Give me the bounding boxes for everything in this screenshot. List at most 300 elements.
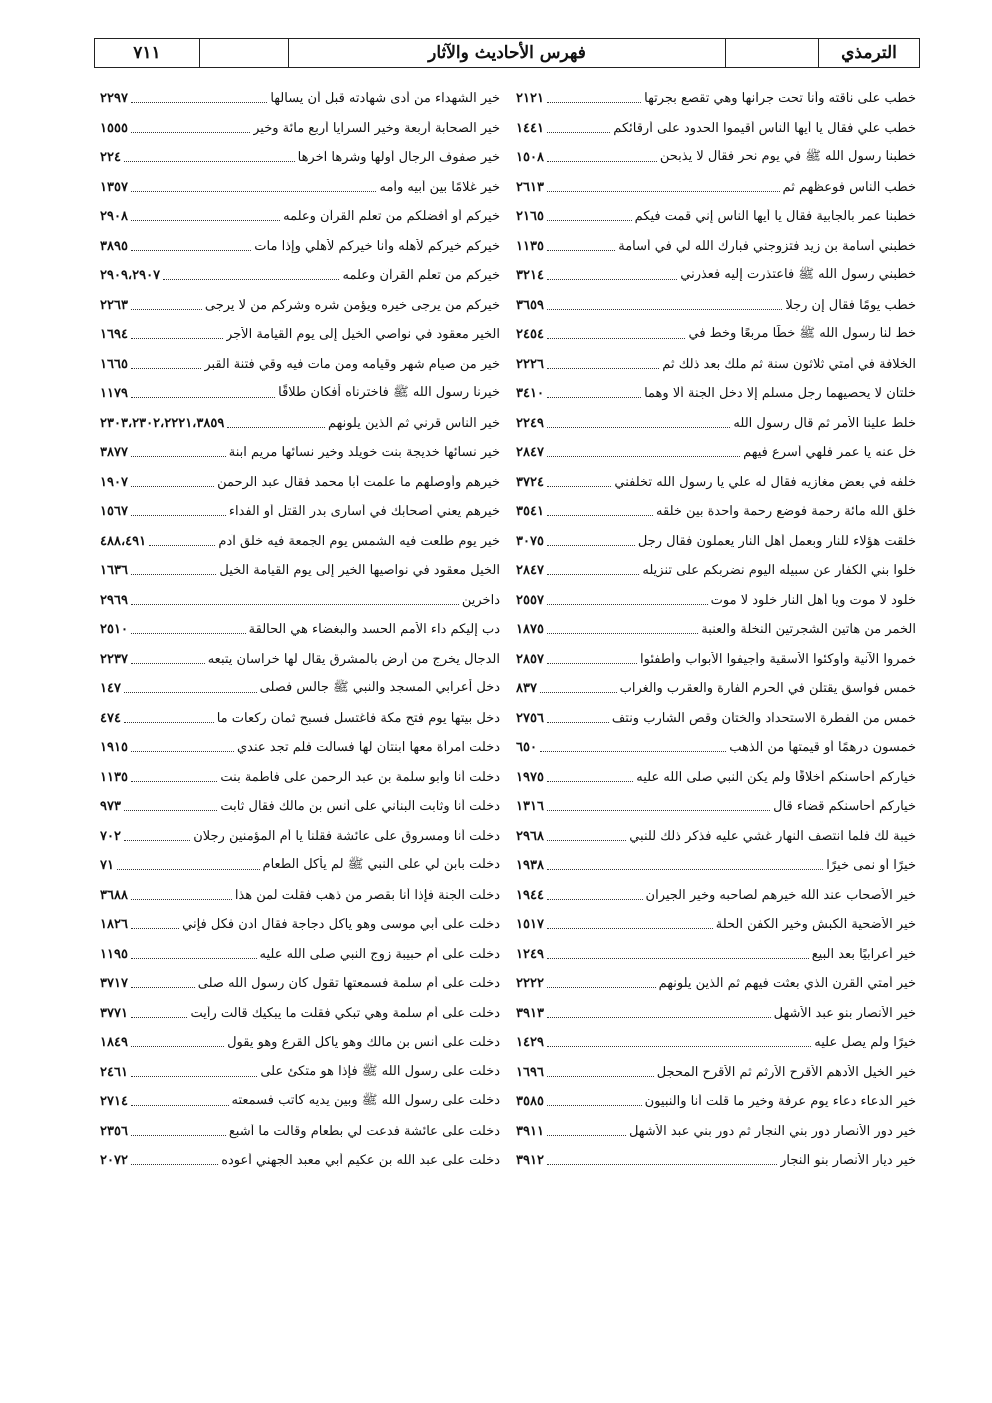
hadith-number: ٢٦١٣ <box>516 179 544 195</box>
index-entry <box>516 940 916 970</box>
leader-dots <box>131 743 234 752</box>
hadith-number: ٢٤٥٤ <box>516 327 544 343</box>
index-entry <box>516 556 916 586</box>
hadith-incipit: دخلت على أم حبيبة زوج النبي صلى الله عليه <box>259 946 500 962</box>
leader-dots <box>540 684 617 693</box>
index-entry <box>100 1117 500 1147</box>
hadith-incipit: خلتان لا يحصيهما رجل مسلم إلا دخل الجنة ألا وهما <box>644 386 916 402</box>
hadith-incipit: خل عنه يا عمر فلهي أسرع فيهم <box>743 445 916 461</box>
hadith-number: ٢٢٤ <box>100 150 121 166</box>
hadith-incipit: خيرهم وأوصلهم ما علمت أبا محمد فقال عبد الرحمن <box>217 474 500 490</box>
leader-dots <box>547 1068 654 1077</box>
leader-dots <box>547 802 770 811</box>
index-entry <box>100 615 500 645</box>
leader-dots <box>131 566 216 575</box>
hadith-number: ٢٧١٤ <box>100 1094 128 1110</box>
hadith-number: ١٨٢٦ <box>100 917 128 933</box>
index-entry <box>100 1058 500 1088</box>
hadith-number: ٣٧٧١ <box>100 1005 128 1021</box>
hadith-incipit: دخلت بابن لي على النبي ﷺ لم يأكل الطعام <box>262 857 500 873</box>
hadith-incipit: دخلت امرأة معها ابنتان لها فسألت فلم تجد عندي <box>237 740 500 756</box>
hadith-incipit: خطبنا عمر بالجابية فقال يا أيها الناس إني قمت فيكم <box>634 209 916 225</box>
index-entry <box>100 910 500 940</box>
index-columns <box>100 84 916 1264</box>
hadith-incipit: خير دور الأنصار دور بني النجار ثم دور بني عبد الأشهل <box>628 1123 916 1139</box>
index-entry <box>100 409 500 439</box>
index-entry <box>100 114 500 144</box>
leader-dots <box>547 1038 811 1047</box>
hadith-incipit: الخيل معقود في نواصيها الخير إلى يوم القيامة الخيل <box>219 563 500 579</box>
index-entry <box>100 1087 500 1117</box>
index-entry <box>516 320 916 350</box>
hadith-number: ٨٣٧ <box>516 681 537 697</box>
leader-dots <box>547 448 740 457</box>
index-entry <box>100 822 500 852</box>
index-entry <box>100 999 500 1029</box>
leader-dots <box>547 1009 771 1018</box>
hadith-number: ١٩٠٧ <box>100 474 128 490</box>
hadith-incipit: خطبني أسامة بن زيد فتزوجني فبارك الله لي في أسامة <box>618 238 916 254</box>
hadith-incipit: خير الأصحاب عند الله خيرهم لصاحبه وخير الجيران <box>645 887 916 903</box>
leader-dots <box>131 1097 229 1106</box>
hadith-incipit: الخمر من هاتين الشجرتين النخلة والعنبة <box>701 622 916 638</box>
index-entry <box>100 291 500 321</box>
index-entry <box>516 84 916 114</box>
leader-dots <box>547 330 686 339</box>
index-entry <box>516 674 916 704</box>
hadith-number: ٣٩١١ <box>516 1123 544 1139</box>
index-title: فهرس الأحاديث والآثار <box>288 39 725 67</box>
hadith-incipit: خير أمتي القرن الذي بعثت فيهم ثم الذين يلونهم <box>658 976 916 992</box>
index-entry <box>100 438 500 468</box>
hadith-number: ١٩٣٨ <box>516 858 544 874</box>
leader-dots <box>547 301 782 310</box>
hadith-incipit: خيبة لك فلما انتصف النهار غشي عليه فذكر ذلك للنبي <box>629 828 916 844</box>
leader-dots <box>547 242 615 251</box>
leader-dots <box>131 124 250 133</box>
leader-dots <box>131 1127 226 1136</box>
leader-dots <box>547 714 609 723</box>
hadith-incipit: خير الشهداء من أدى شهادته قبل أن يسألها <box>270 91 500 107</box>
index-entry <box>516 350 916 380</box>
leader-dots <box>131 950 257 959</box>
hadith-number: ٦٥٠ <box>516 740 537 756</box>
index-entry <box>100 763 500 793</box>
hadith-number: ١٩٤٤ <box>516 887 544 903</box>
hadith-number: ٢٥٥٧ <box>516 592 544 608</box>
hadith-number: ٣٩١٢ <box>516 1153 544 1169</box>
leader-dots <box>547 153 657 162</box>
index-entry <box>100 969 500 999</box>
leader-dots <box>547 1156 777 1165</box>
leader-dots <box>131 242 251 251</box>
index-entry <box>516 232 916 262</box>
hadith-number: ٣٥٤١ <box>516 504 544 520</box>
leader-dots <box>124 714 214 723</box>
leader-dots <box>131 1068 257 1077</box>
index-entry <box>516 497 916 527</box>
hadith-number: ١٩٧٥ <box>516 769 544 785</box>
leader-dots <box>547 271 677 280</box>
hadith-number: ١٢٤٩ <box>516 946 544 962</box>
index-entry <box>516 1087 916 1117</box>
hadith-incipit: خمروا الآنية وأوكئوا الأسقية وأجيفوا الأبواب وأطفئوا <box>640 651 916 667</box>
index-entry <box>516 379 916 409</box>
index-entry <box>516 881 916 911</box>
hadith-incipit: خير الناس قرني ثم الذين يلونهم <box>327 415 500 431</box>
leader-dots <box>547 419 730 428</box>
hadith-incipit: خير الأضحية الكبش وخير الكفن الحلة <box>715 917 916 933</box>
index-entry <box>516 114 916 144</box>
leader-dots <box>547 979 656 988</box>
leader-dots <box>124 802 217 811</box>
index-entry <box>516 409 916 439</box>
hadith-incipit: خطب على ناقته وأنا تحت جرانها وهي تقصع بجرتها <box>644 91 916 107</box>
hadith-number: ٢٣٠٣،٢٣٠٢،٢٢٢١،٣٨٥٩ <box>100 415 225 431</box>
leader-dots <box>124 153 295 162</box>
leader-dots <box>131 478 214 487</box>
hadith-number: ١٥٠٨ <box>516 150 544 166</box>
hadith-number: ١٩١٥ <box>100 740 128 756</box>
hadith-incipit: خلط علينا الأمر ثم قال رسول الله <box>733 415 916 431</box>
index-entry <box>516 999 916 1029</box>
hadith-number: ٣٧١٧ <box>100 976 128 992</box>
hadith-number: ٢٢٢٦ <box>516 356 544 372</box>
hadith-incipit: خلقت هؤلاء للنار وبعمل أهل النار يعملون فقال رجل <box>637 533 916 549</box>
hadith-number: ١٥١٧ <box>516 917 544 933</box>
index-entry <box>516 586 916 616</box>
hadith-number: ١٥٥٥ <box>100 120 128 136</box>
hadith-number: ٣٦٥٩ <box>516 297 544 313</box>
index-entry <box>516 792 916 822</box>
hadith-incipit: خمس من الفطرة الاستحداد والختان وقص الشارب ونتف <box>611 710 916 726</box>
leader-dots <box>131 448 226 457</box>
index-entry <box>516 1028 916 1058</box>
leader-dots <box>547 360 659 369</box>
index-entry <box>100 556 500 586</box>
leader-dots <box>131 360 201 369</box>
hadith-incipit: داخرين <box>461 592 500 608</box>
hadith-number: ١١٣٥ <box>516 238 544 254</box>
leader-dots <box>131 1156 218 1165</box>
leader-dots <box>131 507 226 516</box>
hadith-incipit: خط لنا رسول الله ﷺ خطًا مربعًا وخط في <box>688 326 916 342</box>
hadith-incipit: دخلت أنا ومسروق على عائشة فقلنا يا أم المؤمنين رجلان <box>193 828 500 844</box>
index-entry <box>516 202 916 232</box>
hadith-number: ٢٩٠٩،٢٩٠٧ <box>100 268 161 284</box>
hadith-incipit: خطبنا رسول الله ﷺ في يوم نحر فقال لا يذبحن <box>659 149 916 165</box>
index-entry <box>100 202 500 232</box>
leader-dots <box>131 920 179 929</box>
hadith-incipit: دخلت على رسول الله ﷺ وبين يديه كاتب فسمعته <box>231 1093 500 1109</box>
index-entry <box>100 881 500 911</box>
hadith-number: ٢٩٦٩ <box>100 592 128 608</box>
hadith-number: ٣٧٢٤ <box>516 474 544 490</box>
hadith-number: ٢٨٤٧ <box>516 563 544 579</box>
hadith-incipit: دخلت على أم سلمة وهي تبكي فقلت ما يبكيك قالت رأيت <box>190 1005 500 1021</box>
index-entry <box>516 143 916 173</box>
right-column <box>508 84 916 1264</box>
hadith-incipit: خلود لا موت ويا أهل النار خلود لا موت <box>710 592 916 608</box>
hadith-incipit: دخلت على رسول الله ﷺ فإذا هو متكئ على <box>260 1063 500 1079</box>
hadith-number: ٢٨٥٧ <box>516 651 544 667</box>
index-entry <box>100 851 500 881</box>
hadith-incipit: دخلت على عبد الله بن عكيم أبي معبد الجهني أعوده <box>221 1153 500 1169</box>
leader-dots <box>131 891 232 900</box>
index-entry <box>516 910 916 940</box>
index-entry <box>100 232 500 262</box>
page-number: ٧١١ <box>133 43 161 63</box>
hadith-incipit: دخلت على أنس بن مالك وهو يأكل القرع وهو يقول <box>227 1035 500 1051</box>
hadith-incipit: دخلت على أبي موسى وهو يأكل دجاجة فقال ادن فكل فإني <box>182 917 500 933</box>
hadith-incipit: الخلافة في أمتي ثلاثون سنة ثم ملك بعد ذلك ثم <box>662 356 916 372</box>
hadith-incipit: خير من صيام شهر وقيامه ومن مات فيه وقي فتنة القبر <box>204 356 500 372</box>
leader-dots <box>131 1009 188 1018</box>
hadith-incipit: خلق الله مائة رحمة فوضع رحمة واحدة بين خلقه <box>656 504 916 520</box>
index-entry <box>516 733 916 763</box>
hadith-incipit: خطب الناس فوعظهم ثم <box>782 179 916 195</box>
hadith-incipit: دخلت أنا وأبو سلمة بن عبد الرحمن على فاطمة بنت <box>220 769 500 785</box>
hadith-number: ١٣١٦ <box>516 799 544 815</box>
leader-dots <box>131 212 280 221</box>
leader-dots <box>547 566 639 575</box>
hadith-number: ١٦٦٥ <box>100 356 128 372</box>
hadith-number: ٣٨٧٧ <box>100 445 128 461</box>
leader-dots <box>124 684 257 693</box>
index-entry <box>100 704 500 734</box>
leader-dots <box>547 212 632 221</box>
hadith-incipit: دخل بيتها يوم فتح مكة فاغتسل فسبح ثمان ركعات ما <box>216 710 500 726</box>
hadith-incipit: دخلت أنا وثابت البناني على أنس بن مالك فقال ثابت <box>220 799 500 815</box>
index-entry <box>516 291 916 321</box>
index-entry <box>516 969 916 999</box>
hadith-incipit: خيرًا أو نمى خيرًا <box>826 858 916 874</box>
page-header <box>94 38 920 68</box>
hadith-incipit: الدجال يخرج من أرض بالمشرق يقال لها خراسان يتبعه <box>207 651 500 667</box>
leader-dots <box>547 655 637 664</box>
index-entry <box>100 261 500 291</box>
index-entry <box>100 792 500 822</box>
index-entry <box>100 350 500 380</box>
hadith-incipit: دخل أعرابي المسجد والنبي ﷺ جالس فصلى <box>259 680 500 696</box>
index-entry <box>100 84 500 114</box>
hadith-incipit: خير ديار الأنصار بنو النجار <box>780 1153 916 1169</box>
index-entry <box>100 645 500 675</box>
hadith-number: ٣٠٧٥ <box>516 533 544 549</box>
index-entry <box>100 320 500 350</box>
leader-dots <box>547 478 611 487</box>
leader-dots <box>547 1097 642 1106</box>
hadith-incipit: خمسون درهمًا أو قيمتها من الذهب <box>729 740 916 756</box>
hadith-number: ٢٠٧٢ <box>100 1153 128 1169</box>
hadith-incipit: خير صفوف الرجال أولها وشرها آخرها <box>297 150 500 166</box>
hadith-number: ١١٩٥ <box>100 946 128 962</box>
hadith-incipit: دخلت على عائشة فدعت لي بطعام وقالت ما أشبع <box>228 1123 500 1139</box>
leader-dots <box>547 124 610 133</box>
index-entry <box>100 527 500 557</box>
hadith-number: ١٣٥٧ <box>100 179 128 195</box>
index-entry <box>516 704 916 734</box>
hadith-incipit: دب إليكم داء الأمم الحسد والبغضاء هي الحالقة <box>248 622 500 638</box>
index-entry <box>516 1117 916 1147</box>
index-entry <box>516 851 916 881</box>
hadith-incipit: الخير معقود في نواصي الخيل إلى يوم القيامة الأجر <box>225 327 500 343</box>
hadith-incipit: خياركم أحاسنكم أخلاقًا ولم يكن النبي صلى الله عليه <box>636 769 916 785</box>
hadith-incipit: خيرهم يعني أصحابك في أسارى بدر القتل أو الفداء <box>228 504 500 520</box>
hadith-incipit: خياركم أحاسنكم قضاء قال <box>773 799 916 815</box>
leader-dots <box>547 891 643 900</box>
hadith-number: ١٤٧ <box>100 681 121 697</box>
hadith-number: ٧٠٢ <box>100 828 121 844</box>
leader-dots <box>547 94 641 103</box>
hadith-incipit: خلوا بني الكفار عن سبيله اليوم نضربكم على تنزيله <box>642 563 916 579</box>
leader-dots <box>547 596 708 605</box>
leader-dots <box>131 183 377 192</box>
leader-dots <box>547 389 641 398</box>
hadith-number: ٢٩٦٨ <box>516 828 544 844</box>
hadith-number: ٣٦٨٨ <box>100 887 128 903</box>
hadith-number: ٢٢٦٣ <box>100 297 128 313</box>
leader-dots <box>163 271 339 280</box>
hadith-incipit: خير يوم طلعت فيه الشمس يوم الجمعة فيه خلق آدم <box>218 533 500 549</box>
index-entry <box>516 615 916 645</box>
leader-dots <box>131 1038 224 1047</box>
hadith-number: ٧١ <box>100 858 114 874</box>
index-entry <box>100 1146 500 1176</box>
hadith-number: ١٨٧٥ <box>516 622 544 638</box>
leader-dots <box>547 861 823 870</box>
hadith-incipit: خيرًا ولم يصل عليه <box>814 1035 916 1051</box>
hadith-number: ٣٤١٠ <box>516 386 544 402</box>
hadith-number: ٢٢٢٢ <box>516 976 544 992</box>
leader-dots <box>547 537 635 546</box>
hadith-incipit: خير غلامًا بين أبيه وأمه <box>379 179 500 195</box>
hadith-number: ١٨٤٩ <box>100 1035 128 1051</box>
hadith-incipit: دخلت الجنة فإذا أنا بقصر من ذهب فقلت لمن هذا <box>234 887 500 903</box>
hadith-incipit: خيركم من يرجى خيره ويؤمن شره وشركم من لا يرجى <box>204 297 500 313</box>
index-entry <box>516 173 916 203</box>
hadith-number: ٢٥١٠ <box>100 622 128 638</box>
header-spacer <box>725 39 818 67</box>
leader-dots <box>547 832 626 841</box>
leader-dots <box>547 625 698 634</box>
index-entry <box>100 468 500 498</box>
index-entry <box>516 645 916 675</box>
hadith-number: ٢٢٤٩ <box>516 415 544 431</box>
hadith-incipit: خير الصحابة أربعة وخير السرايا أربع مائة وخير <box>253 120 500 136</box>
hadith-number: ٣٨٩٥ <box>100 238 128 254</box>
hadith-number: ٢٨٤٧ <box>516 445 544 461</box>
hadith-incipit: خير الدعاء دعاء يوم عرفة وخير ما قلت أنا والنبيون <box>644 1094 916 1110</box>
index-entry <box>100 586 500 616</box>
index-entry <box>516 763 916 793</box>
leader-dots <box>131 596 459 605</box>
hadith-incipit: خيركم خيركم لأهله وأنا خيركم لأهلي وإذا مات <box>254 238 500 254</box>
book-name: الترمذي <box>818 39 919 67</box>
index-entry <box>100 379 500 409</box>
leader-dots <box>547 920 713 929</box>
leader-dots <box>547 1127 626 1136</box>
hadith-number: ١٤٤١ <box>516 120 544 136</box>
index-entry <box>100 733 500 763</box>
hadith-incipit: خير الخيل الأدهم الأقرح الأرثم ثم الأقرح المحجل <box>656 1064 916 1080</box>
hadith-number: ٢١٢١ <box>516 91 544 107</box>
hadith-number: ١٦٣٦ <box>100 563 128 579</box>
leader-dots <box>117 861 260 870</box>
hadith-incipit: خطب يومًا فقال إن رجلا <box>785 297 916 313</box>
hadith-number: ٤٧٤ <box>100 710 121 726</box>
hadith-incipit: خطبني رسول الله ﷺ فاعتذرت إليه فعذرني <box>680 267 916 283</box>
leader-dots <box>540 743 726 752</box>
index-entry <box>516 527 916 557</box>
leader-dots <box>547 773 633 782</box>
hadith-number: ١٤٢٩ <box>516 1035 544 1051</box>
leader-dots <box>124 832 190 841</box>
hadith-number: ٢١٦٥ <box>516 209 544 225</box>
hadith-incipit: دخلت على أم سلمة فسمعتها تقول كان رسول الله صلى <box>197 976 500 992</box>
leader-dots <box>131 625 246 634</box>
index-entry <box>516 438 916 468</box>
hadith-number: ٢٣٥٦ <box>100 1123 128 1139</box>
leader-dots <box>547 507 653 516</box>
index-entry <box>516 1058 916 1088</box>
hadith-number: ٣٩١٣ <box>516 1005 544 1021</box>
hadith-number: ١٦٩٦ <box>516 1064 544 1080</box>
hadith-incipit: خير نسائها خديجة بنت خويلد وخير نسائها مريم ابنة <box>228 445 500 461</box>
index-entry <box>516 1146 916 1176</box>
leader-dots <box>131 389 275 398</box>
hadith-number: ٣٥٨٥ <box>516 1094 544 1110</box>
index-entry <box>516 261 916 291</box>
hadith-incipit: خلفه في بعض مغازيه فقال له علي يا رسول الله تخلفني <box>614 474 916 490</box>
leader-dots <box>131 655 205 664</box>
hadith-number: ٢٧٥٦ <box>516 710 544 726</box>
index-entry <box>100 940 500 970</box>
index-entry <box>100 1028 500 1058</box>
index-entry <box>516 468 916 498</box>
hadith-incipit: خمس فواسق يقتلن في الحرم الفأرة والعقرب والغراب <box>619 681 916 697</box>
index-entry <box>100 674 500 704</box>
hadith-incipit: خيركم من تعلم القرآن وعلمه <box>342 268 500 284</box>
leader-dots <box>131 979 195 988</box>
hadith-number: ٣٢١٤ <box>516 268 544 284</box>
index-entry <box>100 497 500 527</box>
leader-dots <box>227 419 325 428</box>
hadith-incipit: خطب علي فقال يا أيها الناس أقيموا الحدود على أرقائكم <box>613 120 916 136</box>
leader-dots <box>547 183 780 192</box>
index-entry <box>100 173 500 203</box>
left-column <box>100 84 508 1264</box>
leader-dots <box>131 301 202 310</box>
index-entry <box>100 143 500 173</box>
leader-dots <box>131 94 267 103</box>
hadith-number: ١١٣٥ <box>100 769 128 785</box>
index-entry <box>516 822 916 852</box>
leader-dots <box>149 537 215 546</box>
hadith-incipit: خير الأنصار بنو عبد الأشهل <box>773 1005 916 1021</box>
hadith-number: ٩٧٣ <box>100 799 121 815</box>
leader-dots <box>131 773 217 782</box>
hadith-number: ٢٤٦١ <box>100 1064 128 1080</box>
hadith-number: ٢٢٣٧ <box>100 651 128 667</box>
leader-dots <box>547 950 809 959</box>
header-spacer <box>199 39 288 67</box>
hadith-incipit: خير أعرابيًا بعد البيع <box>811 946 916 962</box>
hadith-incipit: خيرنا رسول الله ﷺ فاخترناه أفكان طلاقًا <box>278 385 500 401</box>
hadith-number: ٢٢٩٧ <box>100 91 128 107</box>
hadith-number: ١٦٩٤ <box>100 327 128 343</box>
hadith-incipit: خيركم أو أفضلكم من تعلم القرآن وعلمه <box>283 209 500 225</box>
